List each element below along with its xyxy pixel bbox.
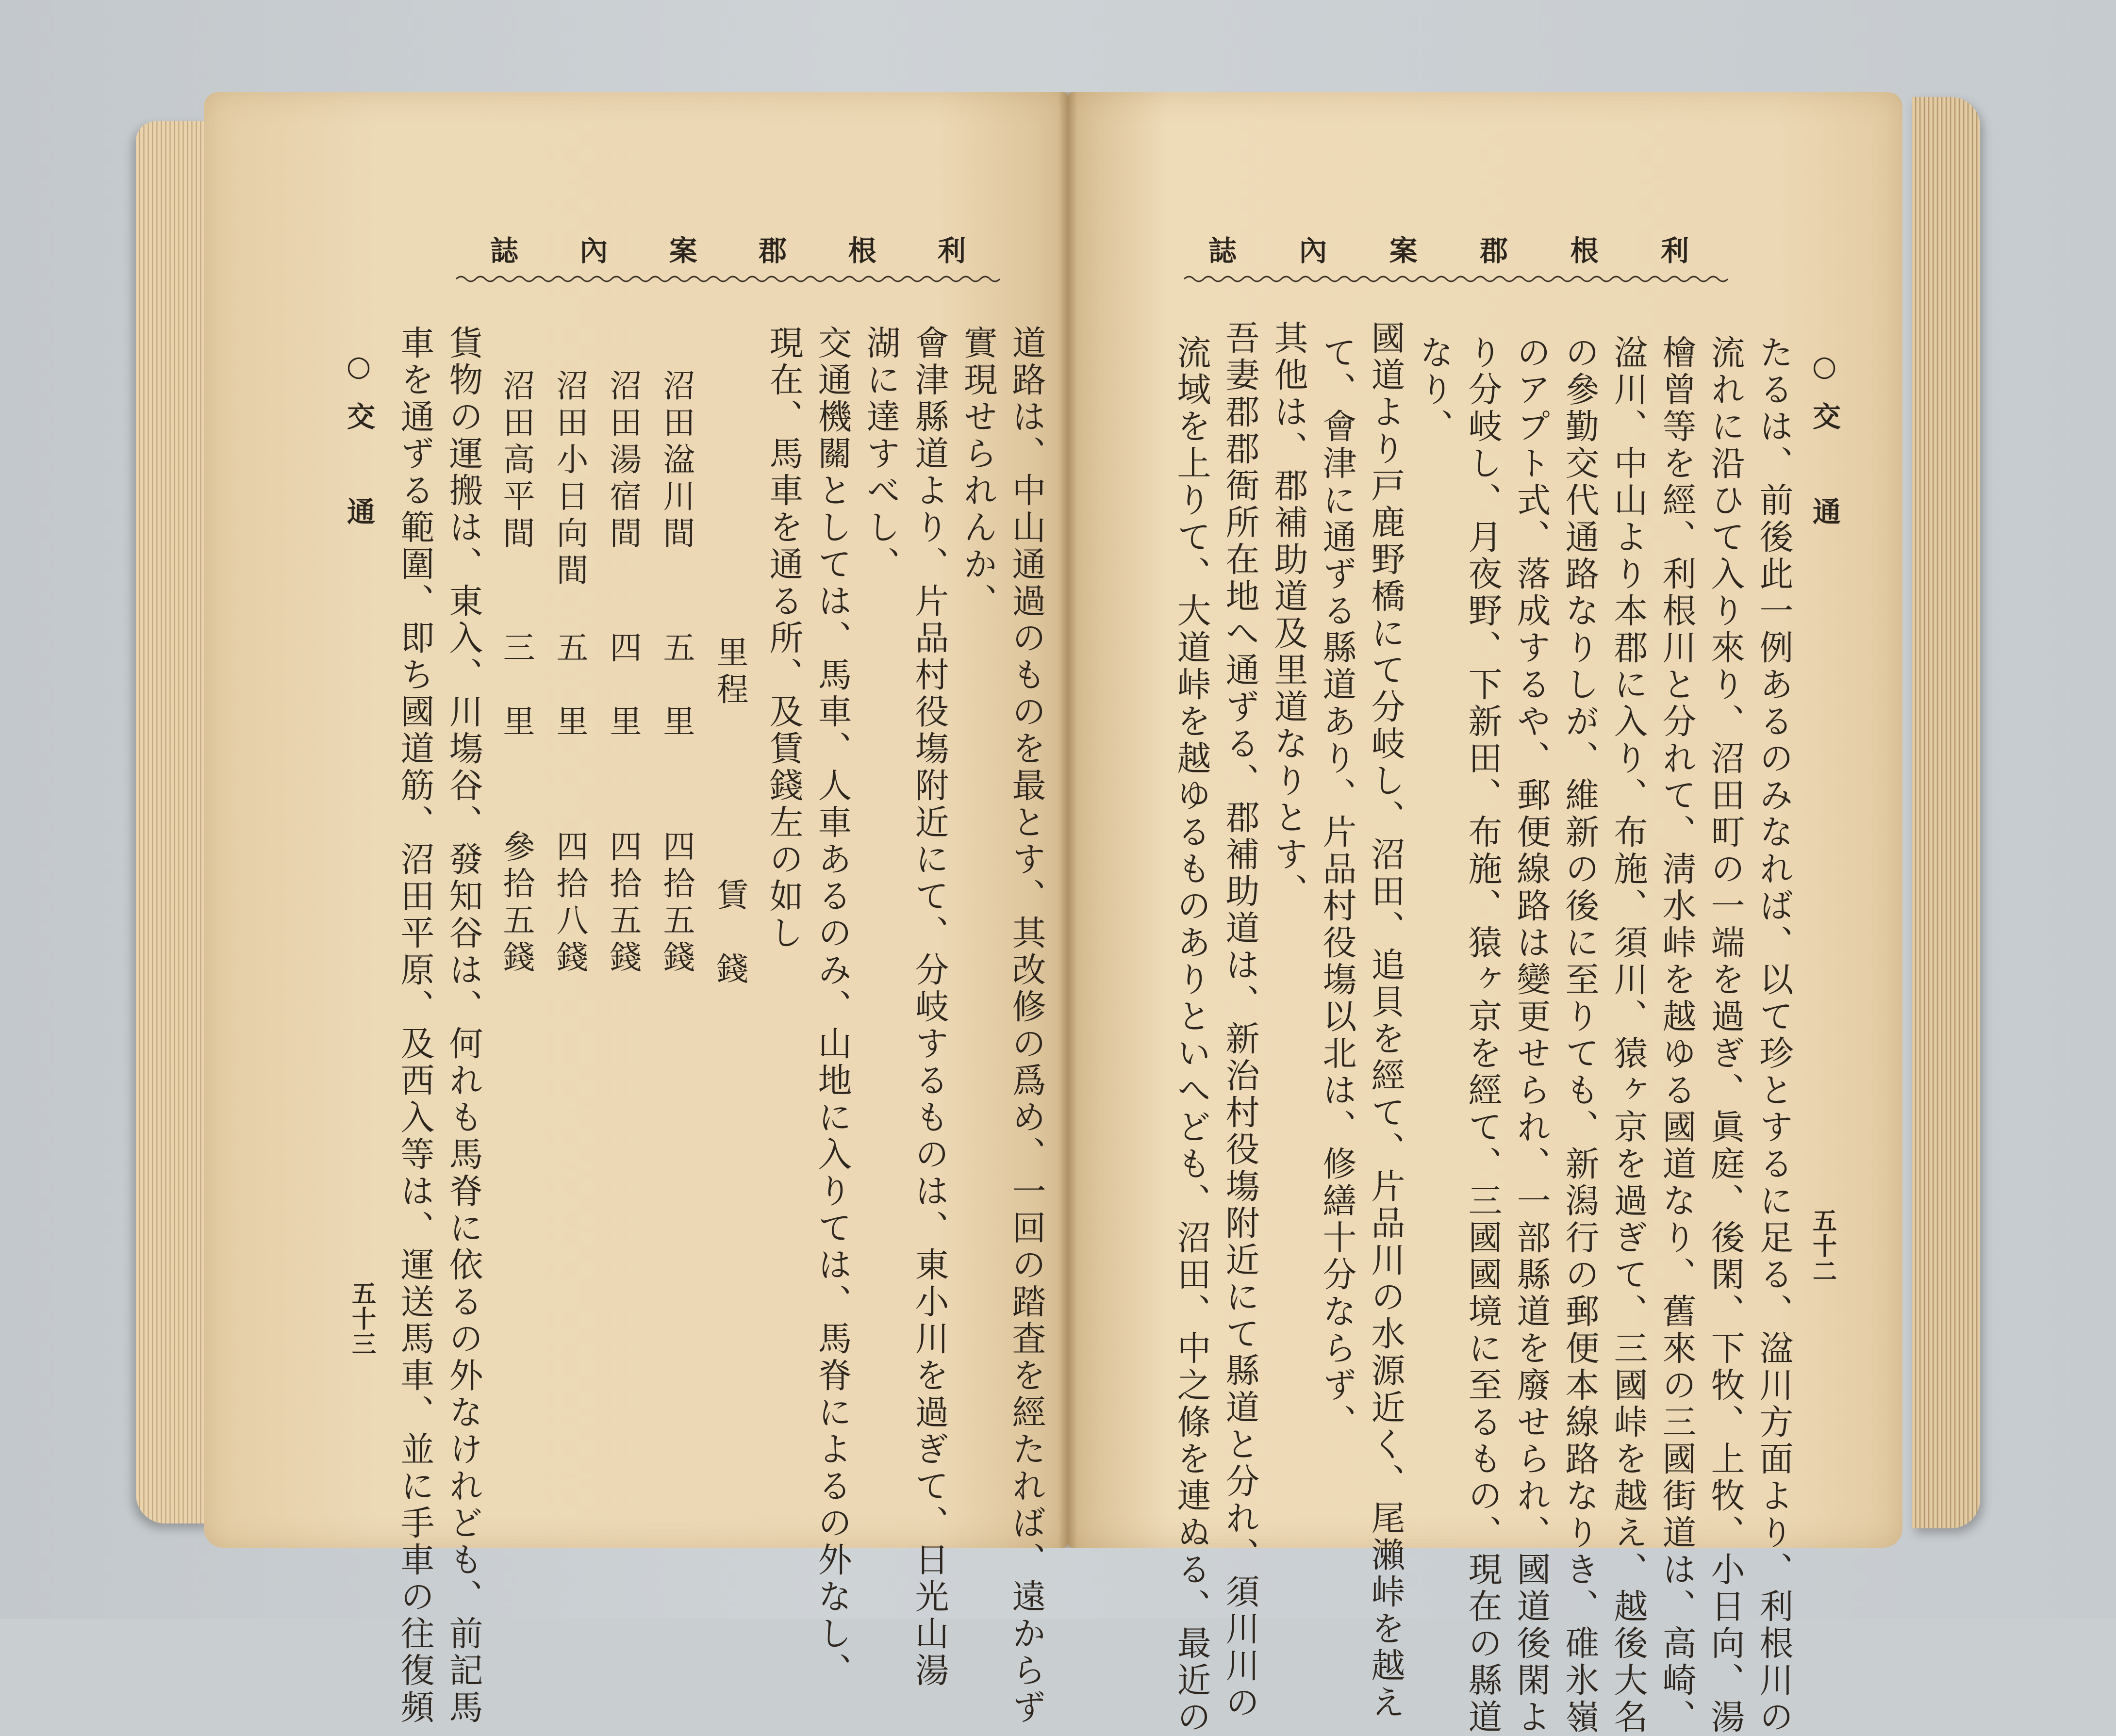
- right-page-edges: [1912, 97, 1980, 1528]
- table-fare: 四拾五錢: [604, 830, 642, 977]
- page-number: 五十二: [1809, 1208, 1837, 1284]
- book-gutter: [1058, 92, 1077, 1548]
- table-distance: 三 里: [497, 631, 535, 741]
- text-column: 檜曾等を經、利根川と分れて、淸水峠を越ゆる國道なり、舊來の三國街道は、高崎、: [1657, 335, 1697, 1736]
- text-column: 流れに沿ひて入り來り、沼田町の一端を過ぎ、眞庭、後閑、下牧、上牧、小日向、湯: [1705, 335, 1745, 1736]
- table-distance: 五 里: [551, 631, 588, 741]
- header-char: 根: [848, 234, 876, 267]
- text-column: 流域を上りて、大道峠を越ゆるものありといへども、沼田、中之條を連ぬる、最近の: [1172, 335, 1211, 1736]
- header-char: 內: [579, 234, 608, 267]
- table-fare: 四拾五錢: [658, 830, 695, 977]
- header-char: 根: [1570, 234, 1599, 267]
- table-fare: 四拾八錢: [551, 830, 588, 977]
- header-char: 利: [937, 234, 966, 267]
- header-char: 誌: [1208, 234, 1237, 267]
- text-column: 其他は、郡補助道及里道なりとす、: [1269, 320, 1308, 910]
- text-column: 湖に達すべし、: [861, 325, 901, 583]
- header-char: 郡: [1480, 234, 1508, 267]
- header-char: 利: [1660, 234, 1689, 267]
- text-column: 道路は、中山通過のものを最とす、其改修の爲め、一回の踏査を經たれば、遠からず: [1007, 325, 1046, 1726]
- table-fare: 參拾五錢: [497, 830, 535, 977]
- table-route: 沼田湓川間: [658, 369, 695, 553]
- text-column: 國道より戸鹿野橋にて分岐し、沼田、追貝を經て、片品川の水源近く、尾瀨峠を越え: [1366, 320, 1405, 1721]
- table-route: 沼田湯宿間: [604, 369, 642, 553]
- table-header-fare: 賃 錢: [711, 878, 748, 989]
- header-char: 案: [669, 234, 697, 267]
- text-column: 現在、馬車を通る所、及賃錢左の如し: [764, 325, 804, 952]
- table-distance: 五 里: [658, 631, 695, 741]
- text-column: のアプト式、落成するや、郵便線路は變更せられ、一部縣道を廢せられ、國道後閑よ: [1511, 335, 1551, 1736]
- header-char: 案: [1389, 234, 1418, 267]
- text-column: たるは、前後此一例あるのみなれば、以て珍とするに足る、湓川方面より、利根川の: [1754, 335, 1794, 1736]
- text-column: 交通機關としては、馬車、人車あるのみ、山地に入りては、馬脊によるの外なし、: [812, 325, 852, 1689]
- running-header-left: [490, 228, 966, 267]
- header-char: 郡: [759, 234, 787, 267]
- text-column: り分岐し、月夜野、下新田、布施、猿ヶ京を經て、三國國境に至るもの、現在の縣道: [1463, 335, 1503, 1736]
- text-column: 車を通ずる範圍、即ち國道筋、沼田平原、及西入等は、運送馬車、並に手車の往復頻: [395, 325, 435, 1726]
- text-column: 會津縣道より、片品村役塲附近にて、分岐するものは、東小川を過ぎて、日光山湯: [909, 325, 949, 1689]
- page-number: 五十三: [348, 1281, 377, 1357]
- text-column: 吾妻郡郡衙所在地へ通ずる、郡補助道は、新治村役塲附近にて縣道と分れ、須川川の: [1220, 320, 1260, 1721]
- table-route: 沼田高平間: [497, 369, 535, 553]
- text-column: て、會津に通ずる縣道あり、片品村役塲以北は、修繕十分ならず、: [1317, 335, 1357, 1441]
- section-heading: ○交 通: [1808, 349, 1841, 544]
- table-header-distance: 里程: [711, 636, 748, 709]
- table-route: 沼田小日向間: [551, 369, 588, 590]
- text-column: 貨物の運搬は、東入、川塲谷、發知谷は、何れも馬脊に依るの外なけれども、前記馬: [444, 325, 483, 1726]
- header-wavy-rule: [1184, 272, 1728, 286]
- running-header-right: [1208, 228, 1689, 267]
- section-heading: ○交 通: [342, 349, 375, 544]
- table-distance: 四 里: [604, 631, 642, 741]
- text-column: なり、: [1414, 335, 1454, 445]
- text-column: 湓川、中山より本郡に入り、布施、須川、猿ヶ京を過ぎて、三國峠を越え、越後大名: [1608, 335, 1648, 1736]
- header-char: 誌: [490, 234, 519, 267]
- left-page-edges: [136, 121, 214, 1523]
- header-wavy-rule: [456, 272, 1000, 286]
- open-book: [136, 92, 1980, 1736]
- text-column: の參勤交代通路なりしが、維新の後に至りても、新潟行の郵便本線路なりき、碓氷嶺: [1560, 335, 1600, 1736]
- header-char: 內: [1299, 234, 1327, 267]
- text-column: 實現せられんか、: [958, 325, 998, 620]
- left-page: [204, 92, 1068, 1726]
- right-page: [1068, 92, 1902, 1736]
